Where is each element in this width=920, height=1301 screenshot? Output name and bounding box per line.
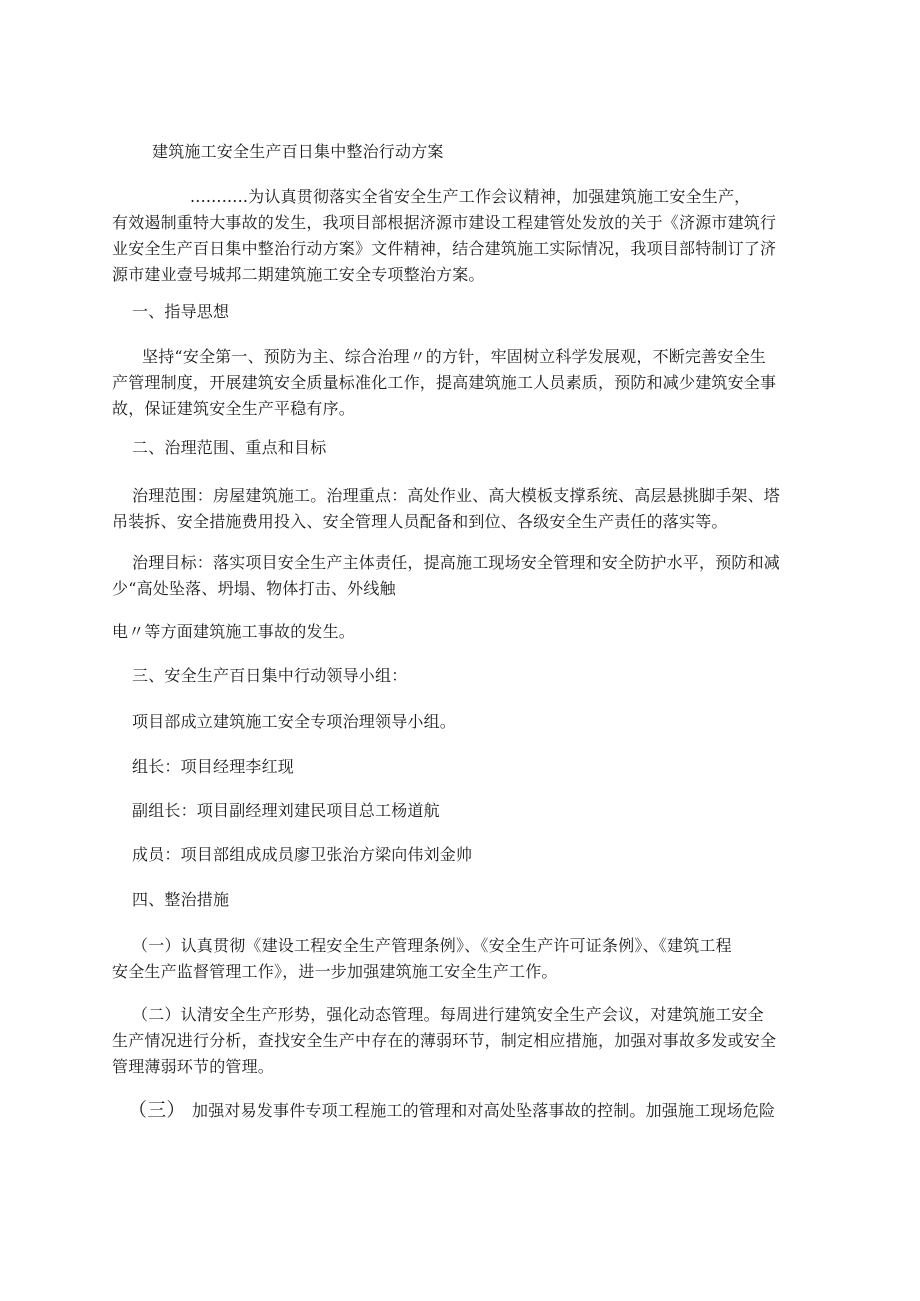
scope-line-1: 治理范围：房屋建筑施工。治理重点：高处作业、高大模板支撑系统、高层悬挑脚手架、塔 <box>132 486 781 505</box>
measure1-line-2: 安全生产监督管理工作》，进一步加强建筑施工安全生产工作。 <box>112 962 558 981</box>
measure3-line-1: 加强对易发事件专项工程施工的管理和对高处坠落事故的控制。加强施工现场危险 <box>192 1101 776 1120</box>
group-formed-line: 项目部成立建筑施工安全专项治理领导小组。 <box>132 712 457 731</box>
section-heading-3: 三、安全生产百日集中行动领导小组： <box>132 666 408 685</box>
intro-line-1: ...........为认真贯彻落实全省安全生产工作会议精神，加强建筑施工安全生产， <box>190 187 751 206</box>
intro-line-4: 源市建业壹号城邦二期建筑施工安全专项整治方案。 <box>112 265 485 284</box>
measure2-line-3: 管理薄弱环节的管理。 <box>112 1057 275 1076</box>
section1-line-3: 故，保证建筑安全生产平稳有序。 <box>112 399 356 418</box>
measure2-line-2: 生产情况进行分析，查找安全生产中存在的薄弱环节，制定相应措施，加强对事故多发或安全 <box>112 1031 777 1050</box>
section-heading-2: 二、治理范围、重点和目标 <box>132 438 327 457</box>
goal-line-2: 少“高处坠落、坍塌、物体打击、外线触 <box>112 579 396 598</box>
measure3-label: （三） <box>128 1099 186 1121</box>
section1-line-1: 坚持“安全第一、预防为主、综合治理〃的方针，牢固树立科学发展观，不断完善安全生 <box>142 347 766 366</box>
deputy-leader-line: 副组长：项目副经理刘建民项目总工杨道航 <box>132 801 440 820</box>
scope-line-2: 吊装拆、安全措施费用投入、安全管理人员配备和到位、各级安全生产责任的落实等。 <box>112 512 728 531</box>
group-leader-line: 组长：项目经理李红现 <box>132 757 295 776</box>
intro-line-3: 业安全生产百日集中整治行动方案》文件精神，结合建筑施工实际情况，我项目部特制订了济 <box>112 239 777 258</box>
section-heading-1: 一、指导思想 <box>132 302 230 321</box>
goal-line-3: 电〃等方面建筑施工事故的发生。 <box>112 622 356 641</box>
section-heading-4: 四、整治措施 <box>132 890 230 909</box>
goal-line-1: 治理目标：落实项目安全生产主体责任，提高施工现场安全管理和安全防护水平，预防和减 <box>132 553 781 572</box>
measure1-line-1: （一）认真贯彻《建设工程安全生产管理条例》、《安全生产许可证条例》、《建筑工程 <box>132 936 732 955</box>
document-title: 建筑施工安全生产百日集中整治行动方案 <box>152 142 444 161</box>
section1-line-2: 产管理制度，开展建筑安全质量标准化工作，提高建筑施工人员素质，预防和减少建筑安全事 <box>112 373 777 392</box>
members-line: 成员：项目部组成成员廖卫张治方梁向伟刘金帅 <box>132 845 473 864</box>
measure2-line-1: （二）认清安全生产形势，强化动态管理。每周进行建筑安全生产会议，对建筑施工安全 <box>132 1005 764 1024</box>
intro-line-2: 有效遏制重特大事故的发生，我项目部根据济源市建设工程建管处发放的关于《济源市建筑行 <box>112 213 777 232</box>
